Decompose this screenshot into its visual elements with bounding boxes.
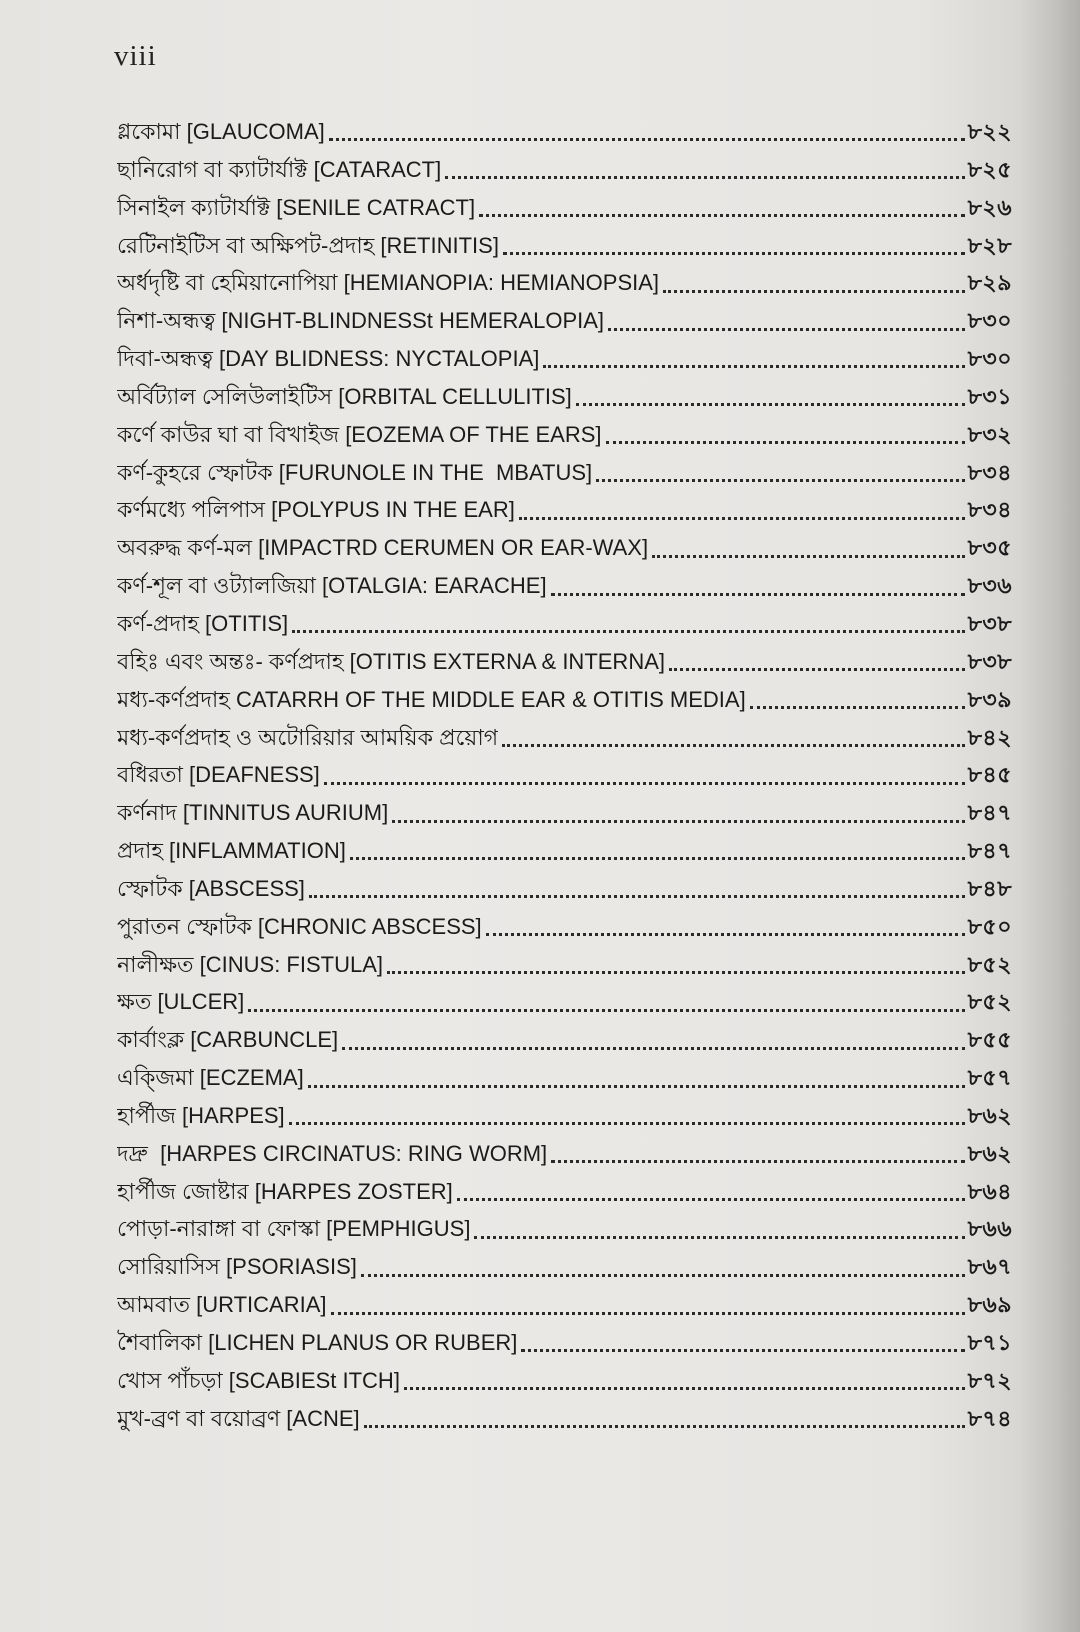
toc-entry: [117, 1059, 1012, 1097]
toc-entry-title: রেটিনাইটিস বা অক্ষিপট-প্রদাহ [RETINITIS]: [117, 232, 499, 258]
dot-leader: [309, 895, 965, 898]
dot-leader: [387, 971, 965, 974]
toc-entry-page-number: ৮৪৭: [967, 838, 1012, 864]
toc-entry-page-number: ৮৬৯: [967, 1292, 1012, 1318]
toc-entry: [117, 756, 1012, 794]
toc-entry: [117, 681, 1012, 719]
toc-entry-title: অর্বিট্যাল সেলিউলাইটিস [ORBITAL CELLULITIS]: [117, 383, 572, 409]
toc-entry: [117, 302, 1012, 340]
toc-entry-title: শৈবালিকা [LICHEN PLANUS OR RUBER]: [117, 1330, 518, 1355]
toc-entry: [117, 1210, 1012, 1248]
toc-entry-page-number: ৮২৯: [967, 270, 1012, 296]
toc-entry-page-number: ৮৩২: [967, 421, 1012, 447]
toc-entry: [117, 643, 1012, 681]
toc-entry-title: হার্পীজ জোষ্টার [HARPES ZOSTER]: [117, 1178, 453, 1204]
toc-entry: [117, 1400, 1012, 1438]
dot-leader: [519, 517, 965, 520]
dot-leader: [289, 1122, 965, 1125]
toc-entry-page-number: ৮৭১: [967, 1330, 1012, 1355]
toc-entry-title: সোরিয়াসিস [PSORIASIS]: [117, 1254, 357, 1280]
dot-leader: [350, 857, 965, 860]
toc-entry-title: নিশা-অন্ধত্ব [NIGHT-BLINDNESSt HEMERALOPIA]: [117, 308, 605, 334]
toc-entry-title: অর্ধদৃষ্টি বা হেমিয়ানোপিয়া [HEMIANOPIA: HEMIANOPSIA]: [117, 270, 660, 296]
toc-entry: [117, 1021, 1012, 1059]
toc-entry-page-number: ৮৭২: [967, 1367, 1012, 1393]
toc-entry: [117, 946, 1012, 984]
dot-leader: [392, 820, 964, 823]
toc-entry-page-number: ৮৩৬: [967, 573, 1012, 599]
toc-entry-page-number: ৮৩৫: [967, 535, 1012, 561]
toc-entry-page-number: ৮৪৫: [967, 762, 1012, 788]
toc-entry: [117, 264, 1012, 302]
dot-leader: [329, 138, 965, 141]
toc-entry: [117, 1097, 1012, 1135]
toc-entry-title: আমবাত [URTICARIA]: [117, 1292, 327, 1318]
toc-entry: [117, 719, 1012, 757]
dot-leader: [608, 328, 965, 331]
toc-entry-title: দদ্রু [HARPES CIRCINATUS: RING WORM]: [117, 1140, 548, 1166]
toc-entry-title: মুখ-ব্রণ বা বয়োব্রণ [ACNE]: [117, 1405, 360, 1431]
toc-entry: [117, 340, 1012, 378]
toc-entry: [117, 908, 1012, 946]
toc-entry: [117, 605, 1012, 643]
toc-entry: [117, 983, 1012, 1021]
page-number: viii: [114, 40, 157, 72]
toc-entry-title: কর্ণ-প্রদাহ [OTITIS]: [117, 610, 289, 636]
dot-leader: [457, 1198, 965, 1201]
dot-leader: [652, 555, 965, 558]
toc-entry: [117, 416, 1012, 454]
toc-entry: [117, 1173, 1012, 1211]
toc-entry-page-number: ৮২৫: [967, 156, 1012, 182]
dot-leader: [543, 365, 964, 368]
toc-entry-title: বহিঃ এবং অন্তঃ- কর্ণপ্রদাহ [OTITIS EXTERNA & INTERNA]: [117, 648, 665, 674]
toc-entry-page-number: ৮৭৪: [967, 1405, 1012, 1431]
toc-entry-page-number: ৮৩৮: [967, 610, 1012, 636]
toc-entry-page-number: ৮৫৫: [967, 1027, 1012, 1053]
dot-leader: [331, 1312, 965, 1315]
dot-leader: [364, 1425, 965, 1428]
toc-entry: [117, 1324, 1012, 1362]
toc-entry: [117, 1362, 1012, 1400]
toc-entry-title: দিবা-অন্ধত্ব [DAY BLIDNESS: NYCTALOPIA]: [117, 346, 540, 372]
toc-entry-page-number: ৮৩৪: [967, 459, 1012, 485]
toc-entry-page-number: ৮৩০: [967, 308, 1012, 334]
toc-entry-title: প্রদাহ [INFLAMMATION]: [117, 838, 346, 864]
toc-entry: [117, 227, 1012, 265]
dot-leader: [404, 1387, 965, 1390]
toc-entry-page-number: ৮২৮: [967, 232, 1012, 258]
dot-leader: [474, 1236, 964, 1239]
toc-entry-title: পুরাতন স্ফোটক [CHRONIC ABSCESS]: [117, 913, 482, 939]
toc-entry-page-number: ৮৬৭: [967, 1254, 1012, 1280]
dot-leader: [596, 479, 965, 482]
dot-leader: [503, 252, 965, 255]
toc-entry: [117, 832, 1012, 870]
toc-entry-page-number: ৮৬২: [967, 1102, 1012, 1128]
dot-leader: [248, 1009, 964, 1012]
toc-entry-page-number: ৮৩৪: [967, 497, 1012, 523]
dot-leader: [551, 1160, 964, 1163]
dot-leader: [551, 593, 965, 596]
toc-entry-title: সিনাইল ক্যাটার্যাক্ট [SENILE CATRACT]: [117, 194, 476, 220]
toc-entry-page-number: ৮২২: [967, 119, 1012, 144]
toc-entry-page-number: ৮৩৯: [967, 686, 1012, 712]
toc-entry-title: হার্পীজ [HARPES]: [117, 1102, 285, 1128]
toc-entry-title: স্ফোটক [ABSCESS]: [117, 875, 305, 901]
toc-entry-title: ছানিরোগ বা ক্যাটার্যাক্ট [CATARACT]: [117, 156, 442, 182]
page-edge-shadow: [1020, 0, 1080, 1632]
dot-leader: [502, 744, 964, 747]
dot-leader: [445, 176, 964, 179]
toc-entry-page-number: ৮৩১: [967, 383, 1012, 409]
toc-entry-title: কর্ণনাদ [TINNITUS AURIUM]: [117, 800, 389, 826]
toc-entry-page-number: ৮৬৪: [967, 1178, 1012, 1204]
toc-entry-title: কর্ণ-কুহরে স্ফোটক [FURUNOLE IN THE MBATUS]: [117, 459, 593, 485]
dot-leader: [292, 630, 964, 633]
toc-entry: [117, 113, 1012, 151]
toc-entry: [117, 1248, 1012, 1286]
toc-entry-title: গ্লকোমা [GLAUCOMA]: [117, 119, 325, 144]
toc-entry-page-number: ৮২৬: [967, 194, 1012, 220]
toc-entry-title: খোস পাঁচড়া [SCABIESt ITCH]: [117, 1367, 400, 1393]
toc-entry-title: ক্ষত [ULCER]: [117, 989, 245, 1015]
toc-entry-title: মধ্য-কর্ণপ্রদাহ CATARRH OF THE MIDDLE EAR & OTITIS MEDIA]: [117, 686, 746, 712]
dot-leader: [342, 1047, 965, 1050]
toc-entry-page-number: ৮৬২: [967, 1140, 1012, 1166]
dot-leader: [663, 290, 965, 293]
toc-entry: [117, 454, 1012, 492]
toc-entry: [117, 151, 1012, 189]
toc-entry-title: কর্ণ-শূল বা ওট্যালজিয়া [OTALGIA: EARACHE]: [117, 573, 547, 599]
toc-entry: [117, 529, 1012, 567]
toc-entry: [117, 870, 1012, 908]
dot-leader: [361, 1274, 965, 1277]
toc-entry-title: এক্জিমা [ECZEMA]: [117, 1065, 304, 1091]
dot-leader: [576, 403, 965, 406]
toc-entry-page-number: ৮৪২: [967, 724, 1012, 750]
toc-entry-title: কার্বাংক্ল [CARBUNCLE]: [117, 1027, 339, 1053]
toc-entry-title: বধিরতা [DEAFNESS]: [117, 762, 320, 788]
toc-entry-title: অবরুদ্ধ কর্ণ-মল [IMPACTRD CERUMEN OR EAR-WAX]: [117, 535, 649, 561]
toc-entry-page-number: ৮৫২: [967, 989, 1012, 1015]
toc-entry-page-number: ৮৩০: [967, 346, 1012, 372]
toc-entry: [117, 1135, 1012, 1173]
dot-leader: [324, 782, 965, 785]
toc-entry-page-number: ৮৪৭: [967, 800, 1012, 826]
toc-entry-title: পোড়া-নারাঙ্গা বা ফোস্কা [PEMPHIGUS]: [117, 1216, 471, 1242]
toc-entry-title: কর্ণে কাউর ঘা বা বিখাইজ [EOZEMA OF THE EARS]: [117, 421, 602, 447]
toc-entry-page-number: ৮৫০: [967, 913, 1012, 939]
dot-leader: [606, 441, 965, 444]
toc-entry-page-number: ৮৫২: [967, 951, 1012, 977]
toc-entry-title: নালীক্ষত [CINUS: FISTULA]: [117, 951, 383, 977]
toc-entry-title: কর্ণমধ্যে পলিপাস [POLYPUS IN THE EAR]: [117, 497, 515, 523]
dot-leader: [308, 1085, 965, 1088]
toc-entry-page-number: ৮৪৮: [967, 875, 1012, 901]
dot-leader: [669, 668, 965, 671]
toc-entry: [117, 491, 1012, 529]
toc-entry: [117, 1286, 1012, 1324]
toc-entry: [117, 189, 1012, 227]
dot-leader: [750, 706, 965, 709]
dot-leader: [521, 1349, 964, 1352]
dot-leader: [479, 214, 965, 217]
toc-entry-page-number: ৮৩৮: [967, 648, 1012, 674]
dot-leader: [486, 933, 965, 936]
table-of-contents: [117, 113, 1012, 1438]
toc-entry: [117, 794, 1012, 832]
toc-entry-page-number: ৮৬৬: [967, 1216, 1012, 1242]
toc-entry: [117, 378, 1012, 416]
toc-entry-page-number: ৮৫৭: [967, 1065, 1012, 1091]
toc-entry: [117, 567, 1012, 605]
toc-entry-title: মধ্য-কর্ণপ্রদাহ ও অটোরিয়ার আময়িক প্রয়োগ: [117, 724, 499, 750]
